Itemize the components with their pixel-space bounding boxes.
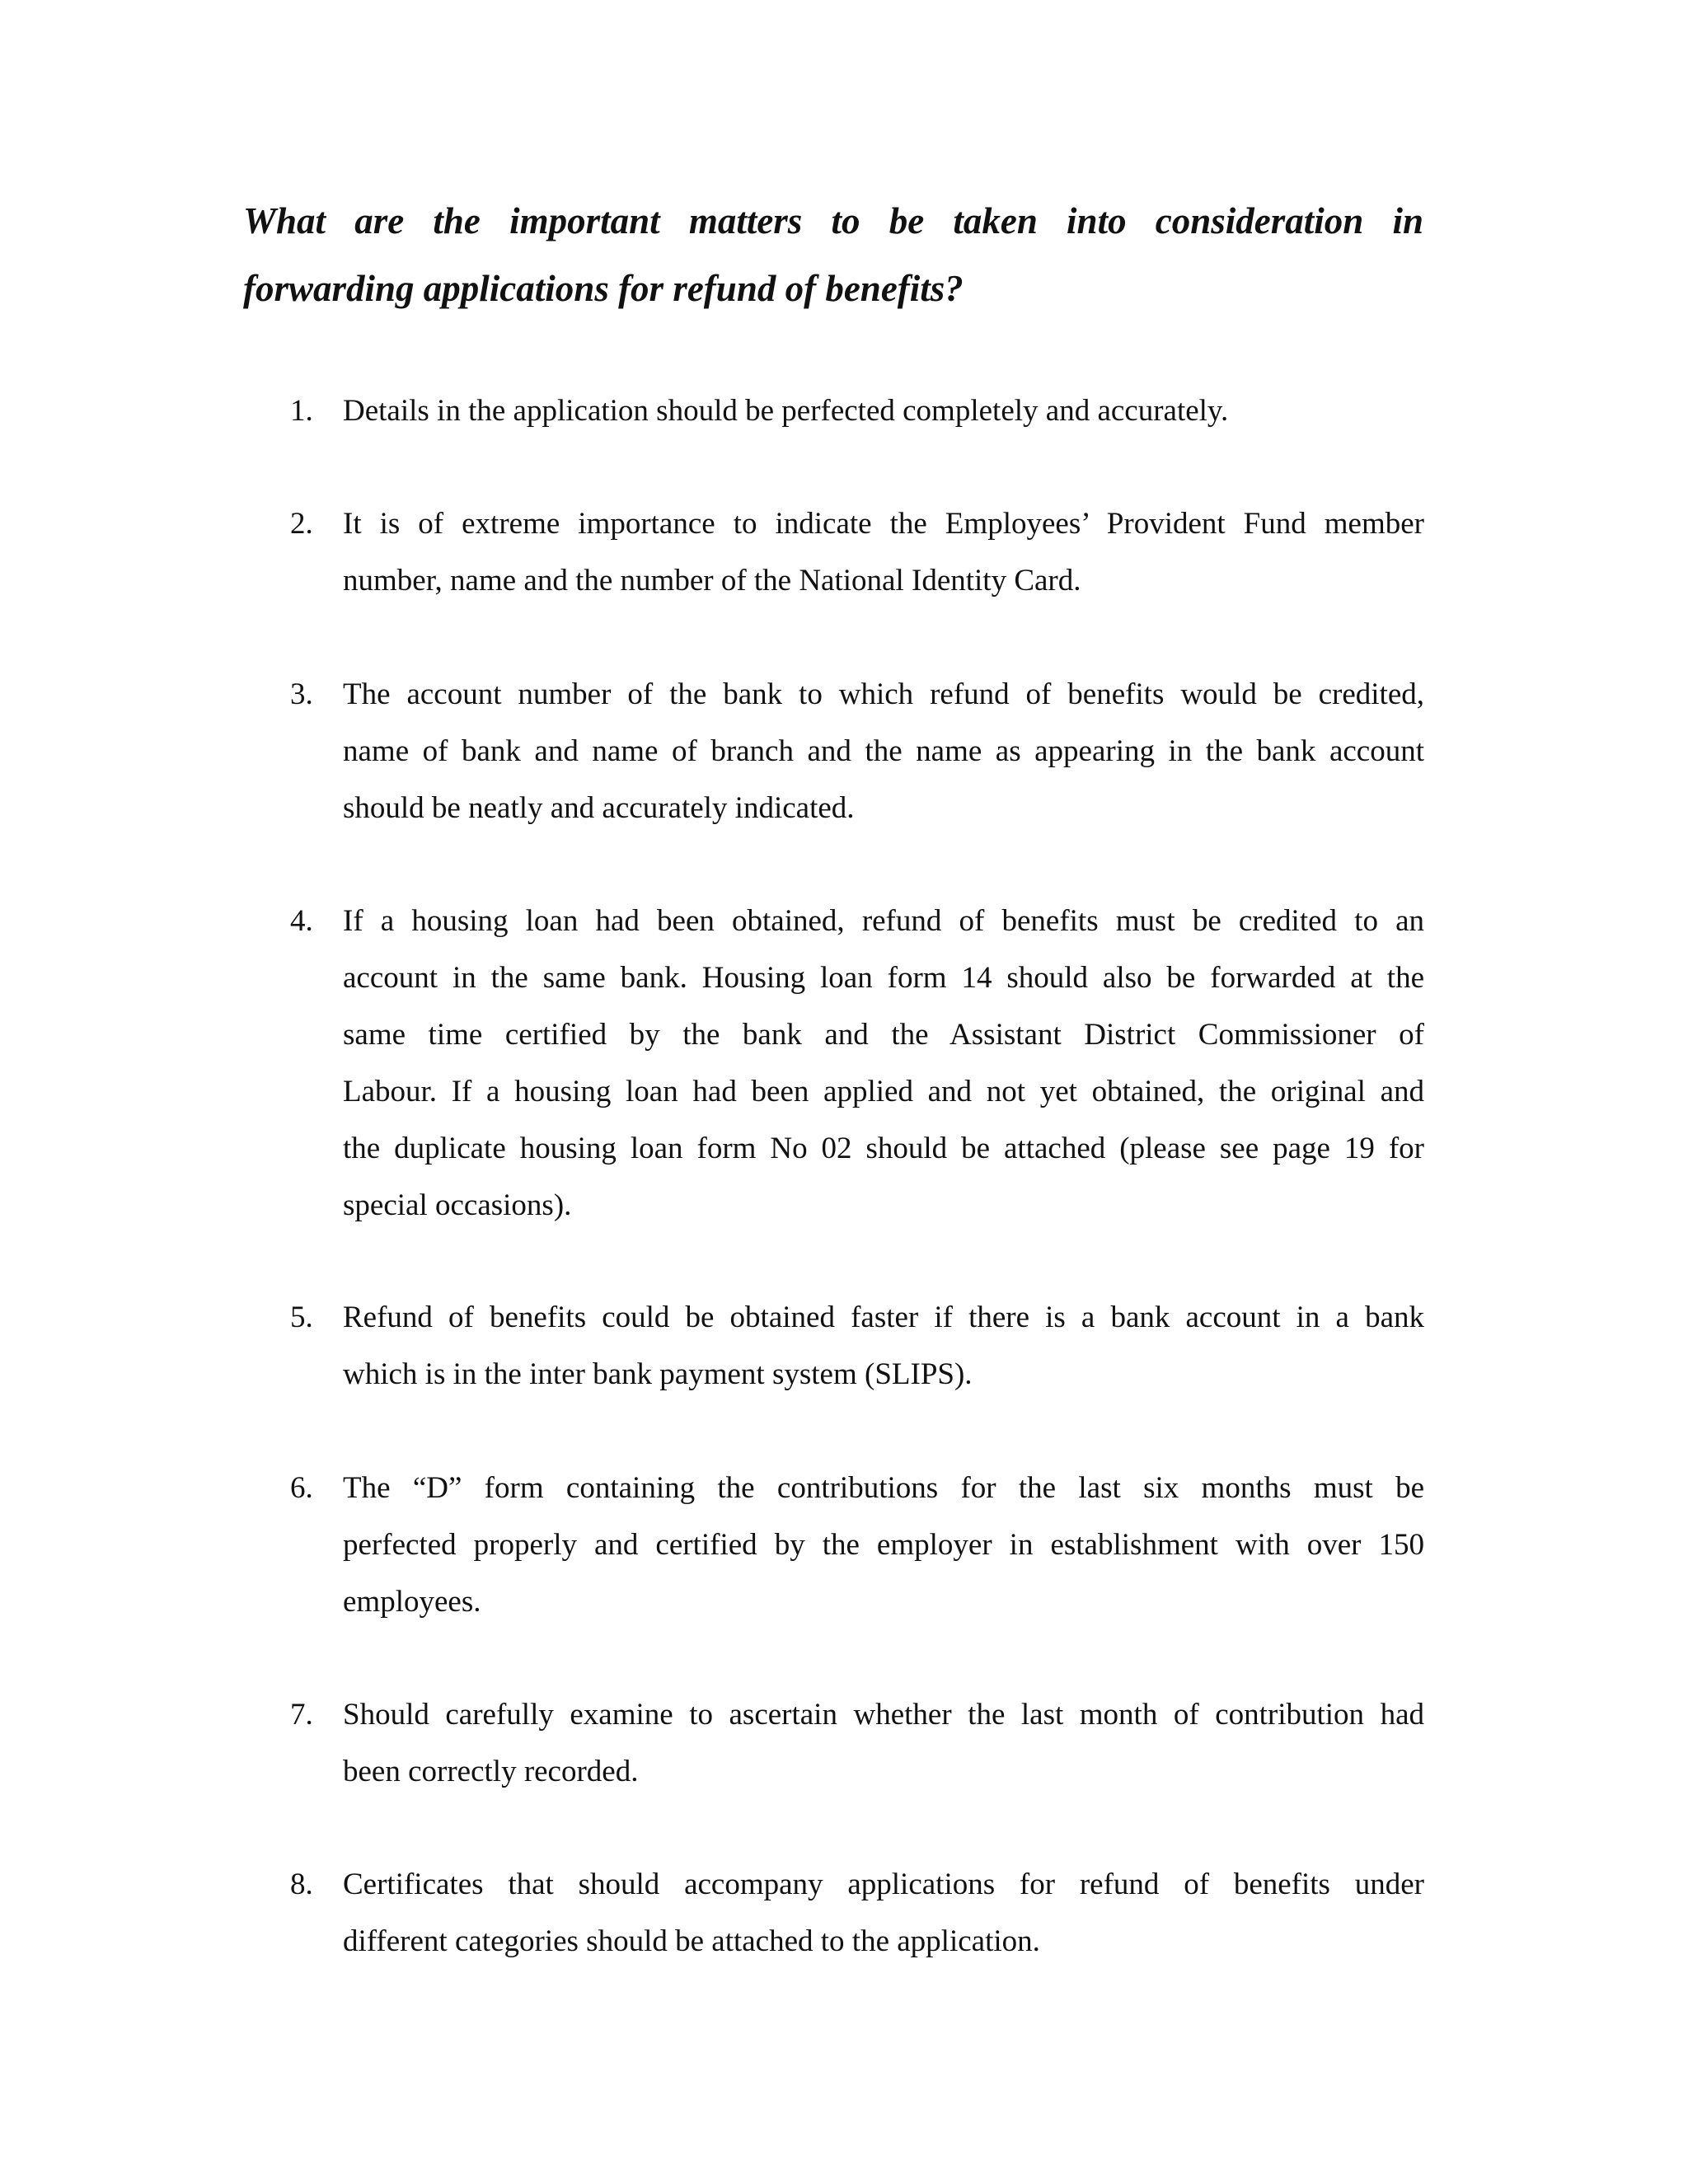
list-item-line: It is of extreme importance to indicate the Employees’ Provident Fund member — [343, 507, 1424, 541]
list-item-number: 4. — [290, 904, 313, 938]
list-item-text — [343, 893, 1424, 1234]
list-item-number: 8. — [290, 1868, 313, 1901]
list-item-text — [343, 382, 1424, 439]
list-item-line: special occasions). — [343, 1188, 572, 1222]
list-item-line: same time certified by the bank and the Assistant District Commissioner of — [343, 1018, 1424, 1052]
list-item-line: Details in the application should be perfected completely and accurately. — [343, 394, 1229, 428]
list-item-number: 5. — [290, 1301, 313, 1334]
list-item-line: The “D” form containing the contributions for the last six months must be — [343, 1471, 1424, 1505]
list-item-line: employees. — [343, 1585, 481, 1619]
list-item-text — [343, 1856, 1424, 1970]
list-item-line: number, name and the number of the National Identity Card. — [343, 564, 1081, 598]
list-item-number: 7. — [290, 1698, 313, 1732]
list-item-text — [343, 1460, 1424, 1630]
list-item-text — [343, 495, 1424, 609]
list-item-line: the duplicate housing loan form No 02 should be attached (please see page 19 for — [343, 1132, 1424, 1165]
list-item-line: Refund of benefits could be obtained faster if there is a bank account in a bank — [343, 1301, 1424, 1334]
list-item-line: been correctly recorded. — [343, 1755, 639, 1788]
list-item-line: Certificates that should accompany applications for refund of benefits under — [343, 1868, 1424, 1901]
list-item-number: 2. — [290, 507, 313, 541]
list-item-line: should be neatly and accurately indicated. — [343, 791, 855, 825]
list-item-line: Should carefully examine to ascertain whether the last month of contribution had — [343, 1698, 1424, 1732]
heading-line-1: What are the important matters to be taken into consideration in — [243, 200, 1423, 241]
list-item-number: 6. — [290, 1471, 313, 1505]
list-item-text — [343, 1289, 1424, 1403]
list-item-line: which is in the inter bank payment system (SLIPS). — [343, 1357, 973, 1391]
list-item-number: 3. — [290, 677, 313, 711]
page-heading — [243, 187, 1423, 322]
list-item-line: account in the same bank. Housing loan form 14 should also be forwarded at the — [343, 961, 1424, 995]
list-item-line: name of bank and name of branch and the name as appearing in the bank account — [343, 734, 1424, 768]
list-item-line: perfected properly and certified by the employer in establishment with over 150 — [343, 1528, 1424, 1562]
list-item-line: different categories should be attached to the application. — [343, 1924, 1040, 1958]
list-item-line: If a housing loan had been obtained, refund of benefits must be credited to an — [343, 904, 1424, 938]
list-item-text — [343, 666, 1424, 837]
list-item-number: 1. — [290, 394, 313, 428]
list-item-line: Labour. If a housing loan had been applied and not yet obtained, the original and — [343, 1075, 1424, 1108]
list-item-line: The account number of the bank to which refund of benefits would be credited, — [343, 677, 1424, 711]
heading-line-2: forwarding applications for refund of benefits? — [243, 268, 964, 309]
list-item-text — [343, 1686, 1424, 1800]
